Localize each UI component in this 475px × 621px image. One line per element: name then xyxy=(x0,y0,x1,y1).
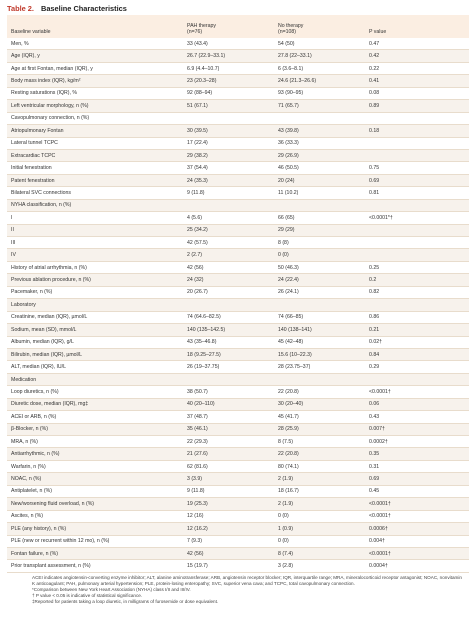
row-label: Antiplatelet, n (%) xyxy=(11,488,52,495)
table-row xyxy=(7,224,469,236)
no-therapy-value: 6 (3.6–8.1) xyxy=(278,65,304,72)
table-row xyxy=(7,149,469,161)
table-footnotes xyxy=(32,575,465,605)
pah-therapy-value: 24 (35.3) xyxy=(187,177,208,184)
pah-therapy-value: 35 (46.1) xyxy=(187,426,208,433)
no-therapy-value: 26 (24.1) xyxy=(278,289,299,296)
p-value: 0.45 xyxy=(369,488,380,495)
pah-therapy-value: 92 (88–94) xyxy=(187,90,213,97)
no-therapy-value: 0 (0) xyxy=(278,252,289,259)
no-therapy-value: 0 (0) xyxy=(278,538,289,545)
pah-therapy-value: 24 (32) xyxy=(187,277,204,284)
row-label: Ascites, n (%) xyxy=(11,513,43,520)
p-value: 0.004† xyxy=(369,538,385,545)
table-row xyxy=(7,75,469,87)
p-value: 0.06 xyxy=(369,401,380,408)
p-value: 0.21 xyxy=(369,326,380,333)
table-row xyxy=(7,411,469,423)
table-row xyxy=(7,448,469,460)
row-label: History of atrial arrhythmia, n (%) xyxy=(11,264,87,271)
row-label: Atriopulmonary Fontan xyxy=(11,127,64,134)
no-therapy-value: 29 (26.9) xyxy=(278,152,299,159)
p-value: 0.43 xyxy=(369,413,380,420)
p-value: 0.75 xyxy=(369,165,380,172)
table-row xyxy=(7,460,469,472)
pah-therapy-value: 33 (43.4) xyxy=(187,40,208,47)
no-therapy-value xyxy=(274,299,365,311)
table-row xyxy=(7,547,469,559)
no-therapy-value: 15.6 (10–22.3) xyxy=(278,351,312,358)
table-row xyxy=(7,261,469,273)
p-value xyxy=(365,224,469,236)
table-row xyxy=(7,162,469,174)
no-therapy-value: 93 (90–95) xyxy=(278,90,304,97)
pah-therapy-value xyxy=(183,112,274,124)
p-value xyxy=(365,237,469,249)
row-label: NOAC, n (%) xyxy=(11,476,42,483)
no-therapy-value: 45 (42–48) xyxy=(278,339,304,346)
row-label: Warfarin, n (%) xyxy=(11,463,46,470)
p-value: 0.0004† xyxy=(369,563,388,570)
p-value: 0.007† xyxy=(369,426,385,433)
no-therapy-value xyxy=(274,199,365,211)
no-therapy-value: 80 (74.1) xyxy=(278,463,299,470)
p-value xyxy=(365,137,469,149)
table-row xyxy=(7,485,469,497)
p-value: <0.0001† xyxy=(369,388,391,395)
table-row xyxy=(7,498,469,510)
row-label: Creatinine, median (IQR), µmol/L xyxy=(11,314,88,321)
table-row xyxy=(7,510,469,522)
no-therapy-value: 28 (25.9) xyxy=(278,426,299,433)
pah-therapy-value xyxy=(183,299,274,311)
table-title: Baseline Characteristics xyxy=(40,4,127,13)
table-row xyxy=(7,348,469,360)
p-value xyxy=(365,149,469,161)
row-label: Extracardiac TCPC xyxy=(11,152,56,159)
row-label: Lateral tunnel TCPC xyxy=(11,140,58,147)
row-label: Laboratory xyxy=(11,301,36,308)
row-label: ACEI or ARB, n (%) xyxy=(11,413,57,420)
table-row xyxy=(7,535,469,547)
row-label: Pacemaker, n (%) xyxy=(11,289,53,296)
row-label: Men, % xyxy=(11,40,29,47)
table-row xyxy=(7,299,469,311)
pah-therapy-value: 29 (38.2) xyxy=(187,152,208,159)
p-value: 0.82 xyxy=(369,289,380,296)
pah-therapy-value xyxy=(183,199,274,211)
table-row xyxy=(7,423,469,435)
no-therapy-value: 0 (0) xyxy=(278,513,289,520)
header-pah-n: (n=76) xyxy=(187,29,203,36)
p-value xyxy=(365,112,469,124)
row-label: MRA, n (%) xyxy=(11,438,38,445)
row-label: NYHA classification, n (%) xyxy=(11,202,72,209)
table-row xyxy=(7,62,469,74)
pah-therapy-value: 42 (56) xyxy=(187,550,204,557)
pah-therapy-value: 22 (29.3) xyxy=(187,438,208,445)
no-therapy-value: 71 (65.7) xyxy=(278,102,299,109)
p-value xyxy=(365,199,469,211)
header-no-therapy xyxy=(274,15,365,38)
no-therapy-value: 43 (39.8) xyxy=(278,127,299,134)
table-row xyxy=(7,361,469,373)
pah-therapy-value: 38 (50.7) xyxy=(187,388,208,395)
table-row xyxy=(7,373,469,385)
pah-therapy-value: 37 (54.4) xyxy=(187,165,208,172)
pah-therapy-value: 26.7 (22.9–33.1) xyxy=(187,53,226,60)
table-row xyxy=(7,286,469,298)
table-row xyxy=(7,436,469,448)
footnote-nyha: *Comparison between New York Heart Association (NYHA) class I/II and III/IV. xyxy=(32,587,191,592)
row-label: Fontan failure, n (%) xyxy=(11,550,58,557)
pah-therapy-value xyxy=(183,373,274,385)
row-label: Diuretic dose, median (IQR), mg‡ xyxy=(11,401,89,408)
footnote-abbreviations: ACEI indicates angiotensin-converting enzyme inhibitor; ALT, alanine aminotransferase; ARB, angiotensin receptor blocker; IQR, interquartile range; MRA, mineralocorticoid receptor antagonist; NOAC, nonvitamin K anticoagulant; PAH, pulmonary arterial hypertension; PLE, protein-losing enteropathy; SVC, superior vena cava; and TCPC, total cavopulmonary connection. xyxy=(32,575,462,586)
row-label: β-Blocker, n (%) xyxy=(11,426,48,433)
row-label: PLE (new or recurrent within 12 mo), n (%) xyxy=(11,538,110,545)
footnote-p-value: † P value < 0.05 is indicative of statistical significance. xyxy=(32,593,143,598)
p-value: <0.0001† xyxy=(369,513,391,520)
row-label: Loop diuretics, n (%) xyxy=(11,388,59,395)
no-therapy-value: 2 (1.9) xyxy=(278,476,293,483)
table-row xyxy=(7,100,469,112)
header-no-n: (n=108) xyxy=(278,29,297,36)
table-header xyxy=(7,15,469,38)
p-value: 0.02† xyxy=(369,339,382,346)
pah-therapy-value: 19 (25.3) xyxy=(187,500,208,507)
row-label: Prior transplant assessment, n (%) xyxy=(11,563,91,570)
row-label: ALT, median (IQR), IU/L xyxy=(11,364,66,371)
table-row xyxy=(7,249,469,261)
pah-therapy-value: 21 (27.6) xyxy=(187,451,208,458)
no-therapy-value: 45 (41.7) xyxy=(278,413,299,420)
p-value: 0.47 xyxy=(369,40,380,47)
row-label: Sodium, mean (SD), mmol/L xyxy=(11,326,77,333)
row-label: Albumin, median (IQR), g/L xyxy=(11,339,74,346)
pah-therapy-value: 12 (16) xyxy=(187,513,204,520)
pah-therapy-value: 23 (20.3–28) xyxy=(187,78,217,85)
row-label: Bilirubin, median (IQR), µmol/L xyxy=(11,351,83,358)
table-row xyxy=(7,398,469,410)
header-variable: Baseline variable xyxy=(11,29,51,36)
no-therapy-value: 29 (29) xyxy=(278,227,295,234)
pah-therapy-value: 25 (34.2) xyxy=(187,227,208,234)
no-therapy-value: 66 (65) xyxy=(278,214,295,221)
pah-therapy-value: 40 (20–110) xyxy=(187,401,215,408)
header-p-value: P value xyxy=(369,29,387,36)
pah-therapy-value: 9 (11.8) xyxy=(187,189,205,196)
row-label: Resting saturations (IQR), % xyxy=(11,90,78,97)
p-value: 0.41 xyxy=(369,78,380,85)
no-therapy-value xyxy=(274,112,365,124)
p-value: 0.84 xyxy=(369,351,380,358)
p-value: <0.0001*† xyxy=(369,214,393,221)
row-label: Age (IQR), y xyxy=(11,53,40,60)
row-label: PLE (any history), n (%) xyxy=(11,525,67,532)
pah-therapy-value: 9 (11.8) xyxy=(187,488,205,495)
pah-therapy-value: 51 (67.1) xyxy=(187,102,208,109)
table-row xyxy=(7,336,469,348)
baseline-characteristics-table xyxy=(7,15,469,573)
table-row xyxy=(7,523,469,535)
table-row xyxy=(7,87,469,99)
no-therapy-value: 24.6 (21.3–26.6) xyxy=(278,78,317,85)
p-value: 0.69 xyxy=(369,476,380,483)
no-therapy-value: 54 (50) xyxy=(278,40,295,47)
header-row xyxy=(7,15,469,38)
no-therapy-value: 46 (50.5) xyxy=(278,165,299,172)
p-value: 0.0002† xyxy=(369,438,388,445)
p-value: 0.86 xyxy=(369,314,380,321)
p-value: 0.22 xyxy=(369,65,380,72)
row-label: IV xyxy=(11,252,16,259)
table-row xyxy=(7,137,469,149)
p-value: 0.18 xyxy=(369,127,380,134)
p-value: 0.81 xyxy=(369,189,380,196)
p-value: 0.69 xyxy=(369,177,380,184)
header-pah-label: PAH therapy xyxy=(187,23,217,30)
table-row xyxy=(7,187,469,199)
p-value: 0.29 xyxy=(369,364,380,371)
table-row xyxy=(7,174,469,186)
no-therapy-value: 28 (23.75–37) xyxy=(278,364,311,371)
row-label: Age at first Fontan, median (IQR), y xyxy=(11,65,93,72)
no-therapy-value: 74 (66–85) xyxy=(278,314,304,321)
p-value xyxy=(365,373,469,385)
no-therapy-value: 18 (16.7) xyxy=(278,488,299,495)
no-therapy-value: 8 (7.5) xyxy=(278,438,293,445)
p-value: <0.0001† xyxy=(369,500,391,507)
no-therapy-value: 24 (22.4) xyxy=(278,277,299,284)
p-value: 0.0006† xyxy=(369,525,388,532)
row-label: Antiarrhythmic, n (%) xyxy=(11,451,60,458)
no-therapy-value: 11 (10.2) xyxy=(278,189,299,196)
p-value: 0.08 xyxy=(369,90,380,97)
no-therapy-value: 2 (1.9) xyxy=(278,500,293,507)
pah-therapy-value: 43 (35–46.8) xyxy=(187,339,217,346)
table-row xyxy=(7,324,469,336)
no-therapy-value: 27.8 (22–33.1) xyxy=(278,53,312,60)
no-therapy-value: 22 (20.8) xyxy=(278,451,299,458)
row-label: Left ventricular morphology, n (%) xyxy=(11,102,89,109)
no-therapy-value: 20 (24) xyxy=(278,177,295,184)
table-caption xyxy=(7,4,127,14)
pah-therapy-value: 3 (3.9) xyxy=(187,476,202,483)
pah-therapy-value: 18 (9.25–27.5) xyxy=(187,351,221,358)
p-value: 0.25 xyxy=(369,264,380,271)
no-therapy-value: 140 (138–141) xyxy=(278,326,312,333)
table-row xyxy=(7,311,469,323)
table-row xyxy=(7,38,469,50)
table-row xyxy=(7,237,469,249)
pah-therapy-value: 140 (135–142.5) xyxy=(187,326,226,333)
pah-therapy-value: 26 (19–37.75) xyxy=(187,364,220,371)
pah-therapy-value: 6.9 (4.4–10.7) xyxy=(187,65,220,72)
header-no-label: No therapy xyxy=(278,23,304,30)
no-therapy-value: 30 (20–40) xyxy=(278,401,304,408)
row-label: Initial fenestration xyxy=(11,165,52,172)
pah-therapy-value: 20 (26.7) xyxy=(187,289,208,296)
row-label: Bilateral SVC connections xyxy=(11,189,71,196)
pah-therapy-value: 7 (9.3) xyxy=(187,538,202,545)
no-therapy-value: 36 (33.3) xyxy=(278,140,299,147)
pah-therapy-value: 42 (57.5) xyxy=(187,239,208,246)
no-therapy-value xyxy=(274,373,365,385)
row-label: New/worsening fluid overload, n (%) xyxy=(11,500,95,507)
row-label: II xyxy=(11,227,14,234)
pah-therapy-value: 42 (56) xyxy=(187,264,204,271)
row-label: Cavopulmonary connection, n (%) xyxy=(11,115,90,122)
no-therapy-value: 3 (2.8) xyxy=(278,563,293,570)
p-value: 0.89 xyxy=(369,102,380,109)
header-pah-therapy xyxy=(183,15,274,38)
pah-therapy-value: 37 (48.7) xyxy=(187,413,208,420)
pah-therapy-value: 30 (39.5) xyxy=(187,127,208,134)
table-row xyxy=(7,50,469,62)
pah-therapy-value: 12 (16.2) xyxy=(187,525,208,532)
table-number: Table 2. xyxy=(7,4,34,13)
p-value xyxy=(365,249,469,261)
table-row xyxy=(7,560,469,572)
no-therapy-value: 1 (0.9) xyxy=(278,525,293,532)
table-row xyxy=(7,274,469,286)
table-row xyxy=(7,125,469,137)
p-value: 0.2 xyxy=(369,277,377,284)
no-therapy-value: 8 (8) xyxy=(278,239,289,246)
table-row xyxy=(7,386,469,398)
pah-therapy-value: 15 (19.7) xyxy=(187,563,208,570)
table-row xyxy=(7,199,469,211)
p-value: 0.31 xyxy=(369,463,380,470)
table-row xyxy=(7,473,469,485)
pah-therapy-value: 2 (2.7) xyxy=(187,252,202,259)
row-label: III xyxy=(11,239,16,246)
table-row xyxy=(7,212,469,224)
pah-therapy-value: 62 (81.6) xyxy=(187,463,208,470)
row-label: I xyxy=(11,214,13,221)
row-label: Patent fenestration xyxy=(11,177,55,184)
table-body xyxy=(7,38,469,572)
p-value: 0.35 xyxy=(369,451,380,458)
pah-therapy-value: 17 (22.4) xyxy=(187,140,208,147)
p-value: 0.42 xyxy=(369,53,380,60)
row-label: Medication xyxy=(11,376,37,383)
pah-therapy-value: 74 (64.6–82.5) xyxy=(187,314,221,321)
table-row xyxy=(7,112,469,124)
p-value: <0.0001† xyxy=(369,550,391,557)
p-value xyxy=(365,299,469,311)
row-label: Previous ablation procedure, n (%) xyxy=(11,277,91,284)
no-therapy-value: 50 (46.3) xyxy=(278,264,299,271)
row-label: Body mass index (IQR), kg/m² xyxy=(11,78,81,85)
no-therapy-value: 8 (7.4) xyxy=(278,550,293,557)
footnote-diuretic: ‡Reported for patients taking a loop diuretic, in milligrams of furosemide or dose equivalent. xyxy=(32,599,219,604)
no-therapy-value: 22 (20.8) xyxy=(278,388,299,395)
pah-therapy-value: 4 (5.6) xyxy=(187,214,202,221)
